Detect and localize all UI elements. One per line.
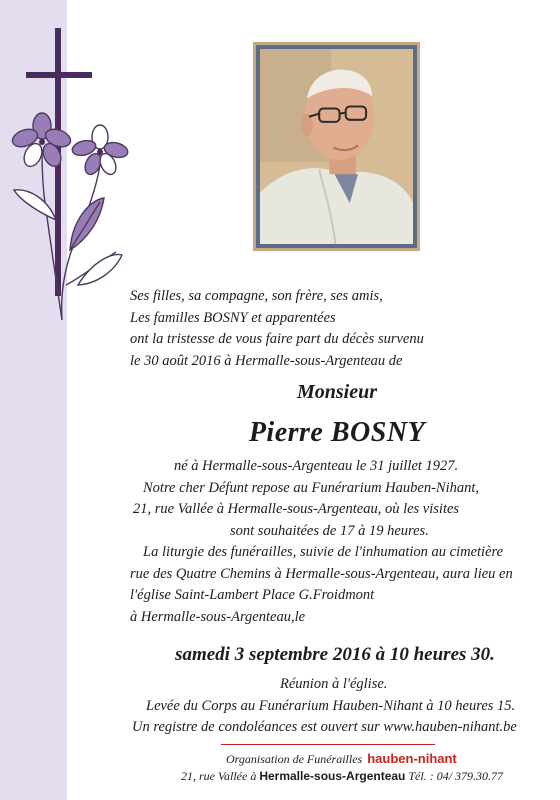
ceremony-date: samedi 3 septembre 2016 à 10 heures 30. (175, 644, 495, 665)
deceased-name: Pierre BOSNY (248, 417, 426, 448)
footer-address (181, 769, 503, 784)
portrait-frame (253, 42, 420, 251)
organisation-label: Organisation de Funérailles (226, 752, 363, 766)
phone-number: Tél. : 04/ 379.30.77 (408, 769, 504, 783)
brand-logo: hauben-nihant (367, 751, 457, 766)
intro-paragraph (130, 286, 530, 372)
address-town: Hermalle-sous-Argenteau (259, 769, 406, 783)
body-line: à Hermalle-sous-Argenteau,le (130, 608, 306, 625)
body-line: l'église Saint-Lambert Place G.Froidmont (130, 587, 375, 603)
footer-divider (221, 744, 435, 745)
footer-organisation (226, 751, 457, 767)
body-line: sont souhaitées de 17 à 19 heures. (230, 522, 429, 539)
detail-line: Un registre de condoléances est ouvert sur www.hauben-nihant.be (132, 719, 517, 735)
intro-line: ont la tristesse de vous faire part du décès survenu (130, 331, 424, 347)
flower-spray-icon (10, 113, 129, 320)
address-prefix: 21, rue Vallée à (181, 769, 257, 783)
intro-line: Ses filles, sa compagne, son frère, ses amis, (130, 288, 383, 304)
intro-line: le 30 août 2016 à Hermalle-sous-Argenteau de (130, 352, 403, 369)
body-line: Notre cher Défunt repose au Funérarium Hauben-Nihant, (143, 479, 480, 496)
detail-line: Réunion à l'église. (280, 676, 388, 692)
portrait-photo (256, 45, 417, 248)
detail-line: Levée du Corps au Funérarium Hauben-Nihant à 10 heures 15. (146, 697, 516, 714)
body-line: rue des Quatre Chemins à Hermalle-sous-Argenteau, aura lieu en (130, 565, 513, 582)
body-line: né à Hermalle-sous-Argenteau le 31 juillet 1927. (174, 458, 459, 474)
intro-line: Les familles BOSNY et apparentées (130, 309, 336, 326)
ceremony-details (0, 674, 560, 739)
body-line: La liturgie des funérailles, suivie de l'inhumation au cimetière (143, 544, 504, 560)
honorific: Monsieur (296, 381, 378, 403)
body-line: 21, rue Vallée à Hermalle-sous-Argenteau, où les visites (133, 501, 460, 517)
announcement-body (0, 456, 560, 628)
